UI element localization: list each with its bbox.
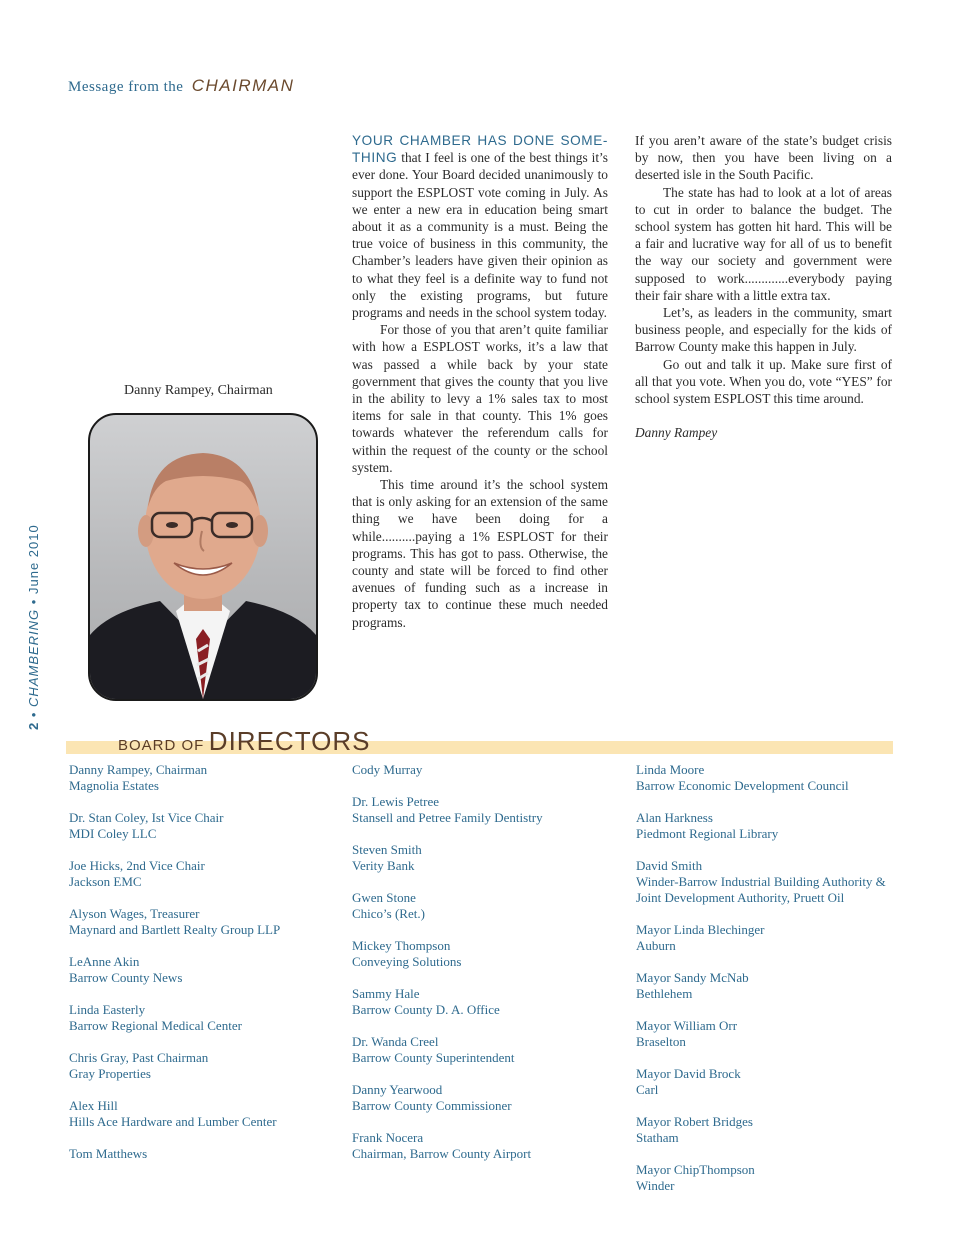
- director-affiliation: Carl: [636, 1082, 659, 1097]
- director-entry: [69, 1002, 280, 1034]
- director-name: Dr. Stan Coley, Ist Vice Chair: [69, 810, 224, 825]
- director-affiliation: Statham: [636, 1130, 679, 1145]
- director-name: Danny Yearwood: [352, 1082, 443, 1097]
- director-affiliation: Winder-Barrow Industrial Building Authority &: [636, 874, 886, 889]
- director-entry: [69, 1146, 280, 1162]
- directors-column-3: [636, 762, 886, 1210]
- director-name: David Smith: [636, 858, 703, 873]
- director-name: Danny Rampey, Chairman: [69, 762, 208, 777]
- director-entry: [636, 762, 886, 794]
- director-affiliation: Barrow County Commissioner: [352, 1098, 512, 1113]
- director-entry: [69, 1098, 280, 1130]
- letter-lead-in: YOUR CHAMBER HAS DONE SOME-THING: [352, 133, 608, 166]
- photo-caption: Danny Rampey, Chairman: [124, 383, 273, 398]
- director-name: Linda Easterly: [69, 1002, 146, 1017]
- director-name: Gwen Stone: [352, 890, 416, 905]
- director-name: Alyson Wages, Treasurer: [69, 906, 200, 921]
- director-entry: [636, 1162, 886, 1194]
- director-affiliation: Barrow Economic Development Council: [636, 778, 849, 793]
- side-folio: [26, 524, 41, 730]
- director-affiliation: Auburn: [636, 938, 676, 953]
- director-affiliation: Conveying Solutions: [352, 954, 462, 969]
- directors-column-2: [352, 762, 543, 1178]
- director-entry: [352, 890, 543, 922]
- board-title-large: DIRECTORS: [208, 726, 371, 756]
- director-name: Mayor ChipThompson: [636, 1162, 755, 1177]
- director-affiliation: Barrow County Superintendent: [352, 1050, 515, 1065]
- director-entry: [636, 1114, 886, 1146]
- director-name: Tom Matthews: [69, 1146, 148, 1161]
- page-header: [68, 76, 294, 96]
- director-entry: [352, 842, 543, 874]
- director-entry: [352, 1082, 543, 1114]
- director-name: Cody Murray: [352, 762, 423, 777]
- director-affiliation: Barrow Regional Medical Center: [69, 1018, 242, 1033]
- board-title-small: BOARD OF: [118, 737, 205, 754]
- director-entry: [69, 954, 280, 986]
- director-name: Chris Gray, Past Chairman: [69, 1050, 209, 1065]
- portrait-illustration: [90, 415, 316, 699]
- header-prefix: Message from the: [68, 79, 184, 95]
- director-affiliation: Barrow County D. A. Office: [352, 1002, 500, 1017]
- director-affiliation: Piedmont Regional Library: [636, 826, 779, 841]
- page-number: 2: [26, 721, 41, 730]
- director-name: Alan Harkness: [636, 810, 713, 825]
- director-entry: [69, 1050, 280, 1082]
- letter-paragraph: Go out and talk it up. Make sure first of all that you vote. When you do, vote “YES” for school system ESPLOST this time around.: [635, 356, 892, 407]
- director-name: Steven Smith: [352, 842, 422, 857]
- directors-column-1: [69, 762, 280, 1178]
- director-affiliation: Gray Properties: [69, 1066, 151, 1081]
- folio-separator: •: [26, 711, 41, 718]
- director-affiliation: MDI Coley LLC: [69, 826, 157, 841]
- director-affiliation: Chico’s (Ret.): [352, 906, 425, 921]
- director-entry: [636, 810, 886, 842]
- letter-paragraph: This time around it’s the school system that is only asking for an extension of the same thing we have been doing for a while..........paying a 1% ESPLOST for their programs. This has got to pass. Otherwise, the county and state will be forced to find other avenues of funding such as a increase in property tax to continue these much needed programs.: [352, 477, 608, 630]
- director-name: Joe Hicks, 2nd Vice Chair: [69, 858, 205, 873]
- director-affiliation: Jackson EMC: [69, 874, 142, 889]
- letter-column-2: [635, 132, 892, 441]
- director-entry: [636, 1066, 886, 1098]
- director-affiliation: Braselton: [636, 1034, 686, 1049]
- director-affiliation: Hills Ace Hardware and Lumber Center: [69, 1114, 277, 1129]
- director-entry: [69, 762, 280, 794]
- director-entry: [69, 810, 280, 842]
- director-entry: [352, 1130, 543, 1162]
- director-affiliation: Chairman, Barrow County Airport: [352, 1146, 532, 1161]
- director-entry: [352, 986, 543, 1018]
- director-entry: [352, 762, 543, 778]
- director-entry: [636, 858, 886, 906]
- director-name: Mayor William Orr: [636, 1018, 738, 1033]
- letter-paragraph: For those of you that aren’t quite familiar with how a ESPLOST works, it’s a law that was passed a while back by your state government that gives the county that you live in the ability to levy a 1% sales tax to most items for sale in that county. This 1% goes towards whatever the referendum calls for within the request of the county or the school system.: [352, 322, 608, 475]
- letter-paragraph: Let’s, as leaders in the community, smart business people, and especially for the kids of Barrow County make this happen in July.: [635, 305, 892, 355]
- director-entry: [636, 922, 886, 954]
- director-affiliation: Joint Development Authority, Pruett Oil: [636, 890, 845, 905]
- director-name: Mickey Thompson: [352, 938, 451, 953]
- director-affiliation: Winder: [636, 1178, 675, 1193]
- director-affiliation: Stansell and Petree Family Dentistry: [352, 810, 543, 825]
- issue-date: June 2010: [26, 524, 41, 595]
- director-entry: [69, 906, 280, 938]
- board-title: [118, 726, 370, 757]
- letter-text: that I feel is one of the best things it’s ever done. Your Board decided unanimously to support the ESPLOST vote coming in July. As we enter a new era in education being smart about it as a community is a must. Being the true voice of business in this community, the Chamber’s leaders have given their opinion as to what they feel is a definite way to fund not only the existing programs, but future programs and needs in the school system today.: [352, 150, 608, 321]
- header-title: CHAIRMAN: [191, 76, 295, 95]
- director-entry: [352, 1034, 543, 1066]
- director-name: Dr. Wanda Creel: [352, 1034, 439, 1049]
- director-name: Sammy Hale: [352, 986, 420, 1001]
- letter-column-1: [352, 132, 608, 631]
- magazine-name: CHAMBERING: [26, 608, 41, 707]
- director-entry: [636, 1018, 886, 1050]
- letter-paragraph: [352, 132, 608, 321]
- director-entry: [352, 794, 543, 826]
- director-name: Mayor David Brock: [636, 1066, 741, 1081]
- director-entry: [636, 970, 886, 1002]
- director-affiliation: Verity Bank: [352, 858, 415, 873]
- director-affiliation: Bethlehem: [636, 986, 693, 1001]
- director-name: Alex Hill: [69, 1098, 118, 1113]
- signature: Danny Rampey: [635, 425, 718, 441]
- director-affiliation: Magnolia Estates: [69, 778, 159, 793]
- chairman-photo: [88, 413, 318, 701]
- director-name: Dr. Lewis Petree: [352, 794, 440, 809]
- folio-separator: •: [26, 598, 41, 605]
- director-name: Mayor Sandy McNab: [636, 970, 749, 985]
- director-affiliation: Maynard and Bartlett Realty Group LLP: [69, 922, 281, 937]
- director-entry: [352, 938, 543, 970]
- director-entry: [69, 858, 280, 890]
- director-name: Mayor Robert Bridges: [636, 1114, 753, 1129]
- director-name: Frank Nocera: [352, 1130, 424, 1145]
- letter-paragraph: The state has had to look at a lot of areas to cut in order to balance the budget. The school system has gotten hit hard. This will be a fair and lucrative way for all of us to benefit the way our society and government were supposed to work.............everybody paying their fair share with a little extra tax.: [635, 184, 892, 303]
- letter-paragraph: If you aren’t aware of the state’s budget crisis by now, then you have been living on a deserted isle in the South Pacific.: [635, 133, 892, 183]
- director-name: LeAnne Akin: [69, 954, 140, 969]
- director-name: Mayor Linda Blechinger: [636, 922, 765, 937]
- director-name: Linda Moore: [636, 762, 705, 777]
- director-affiliation: Barrow County News: [69, 970, 183, 985]
